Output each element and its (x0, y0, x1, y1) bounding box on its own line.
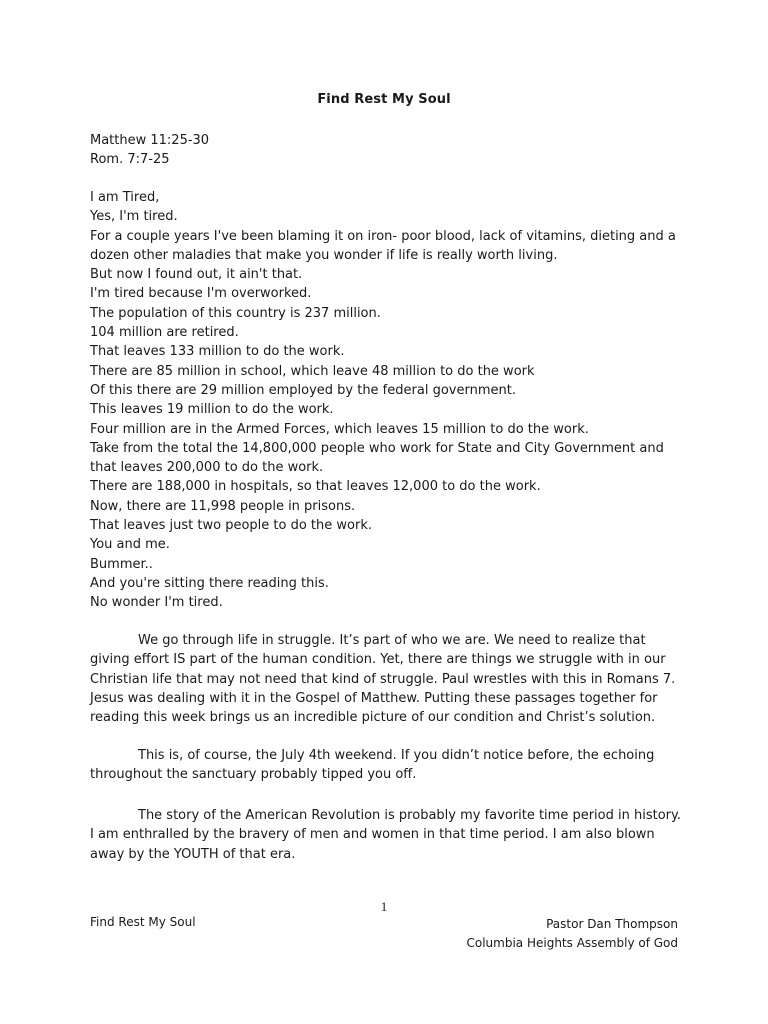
poem-line: Take from the total the 14,800,000 people who work for State and City Government and (90, 440, 664, 456)
poem-line: That leaves 133 million to do the work. (90, 344, 345, 360)
poem-line: Bummer.. (90, 556, 153, 572)
footer-church: Columbia Heights Assembly of God (466, 936, 678, 950)
poem-line: dozen other maladies that make you wonder if life is really worth living. (90, 247, 558, 263)
footer-author-block (467, 915, 679, 953)
poem-line: I'm tired because I'm overworked. (90, 286, 312, 302)
document-title: Find Rest My Soul (317, 92, 451, 107)
page-number: 1 (380, 899, 388, 914)
poem-line: Now, there are 11,998 people in prisons. (90, 498, 356, 514)
poem-line: You and me. (90, 537, 170, 553)
poem-line: Of this there are 29 million employed by the federal government. (90, 382, 516, 398)
poem-line: There are 85 million in school, which leave 48 million to do the work (90, 363, 535, 379)
poem-line: There are 188,000 in hospitals, so that leaves 12,000 to do the work. (90, 479, 541, 495)
footer-author: Pastor Dan Thompson (546, 917, 678, 931)
footer-title: Find Rest My Soul (90, 915, 196, 929)
poem-line: This leaves 19 million to do the work. (90, 402, 334, 418)
scripture-references (90, 131, 209, 169)
poem-line: And you're sitting there reading this. (90, 575, 329, 591)
scripture-ref: Rom. 7:7-25 (90, 152, 170, 167)
poem-line: But now I found out, it ain't that. (90, 267, 303, 283)
poem-line: The population of this country is 237 million. (90, 305, 381, 321)
scripture-ref: Matthew 11:25-30 (90, 133, 210, 148)
poem-line: that leaves 200,000 to do the work. (90, 460, 324, 476)
poem-line: That leaves just two people to do the work. (90, 518, 372, 534)
poem-line: 104 million are retired. (90, 325, 239, 341)
poem-block (90, 188, 700, 613)
poem-line: Four million are in the Armed Forces, which leaves 15 million to do the work. (90, 421, 589, 437)
poem-line: Yes, I'm tired. (90, 209, 178, 225)
poem-line: For a couple years I've been blaming it on iron- poor blood, lack of vitamins, dieting and a (90, 228, 676, 244)
body-paragraph: This is, of course, the July 4th weekend. If you didn’t notice before, the echoing throughout the sanctuary probably tipped you off. (90, 748, 655, 783)
poem-line: I am Tired, (90, 190, 160, 205)
body-paragraph: The story of the American Revolution is probably my favorite time period in history. I am enthralled by the bravery of men and women in that time period. I am also blown away by the YOUTH of that era. (90, 808, 681, 862)
body-paragraph: We go through life in struggle. It’s part of who we are. We need to realize that giving effort IS part of the human condition. Yet, there are things we struggle with in our Christian life that may not need that kind of struggle. Paul wrestles with this in Romans 7. Jesus was dealing with it in the Gospel of Matthew. Putting these passages together for reading this week brings us an incredible picture of our condition and Christ’s solution. (90, 633, 676, 726)
poem-line: No wonder I'm tired. (90, 595, 223, 611)
